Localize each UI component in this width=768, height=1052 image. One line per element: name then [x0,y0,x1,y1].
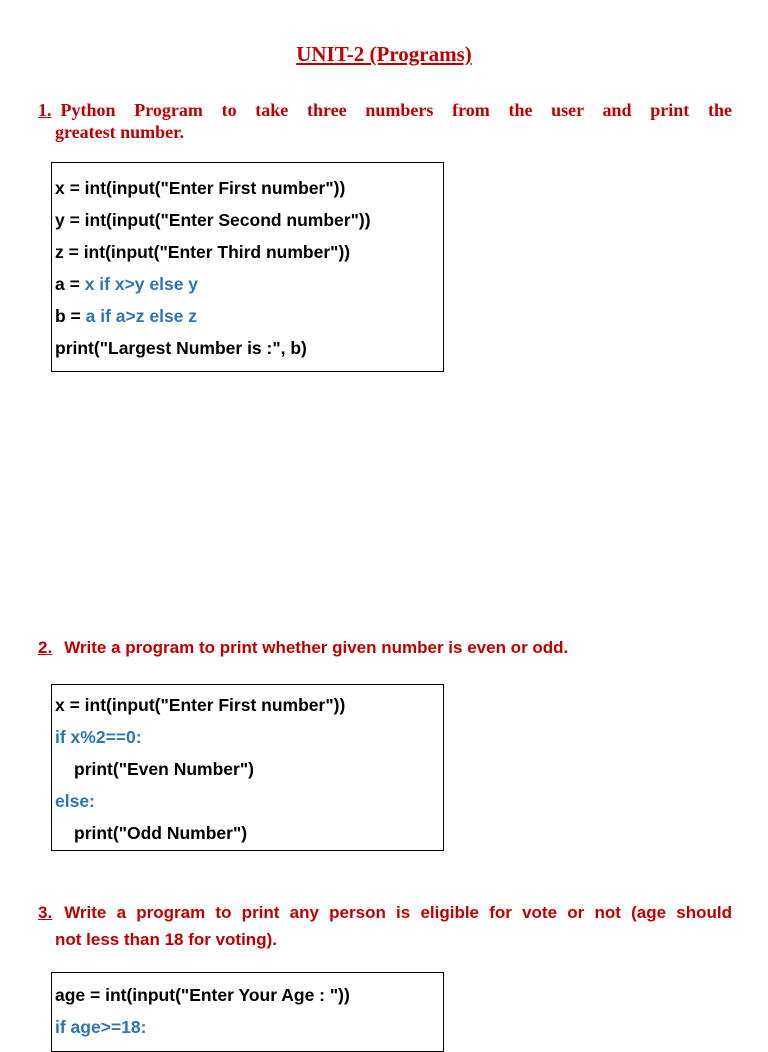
code-line [55,204,443,236]
code-text: x = int(input("Enter First number")) [55,178,346,198]
code-line [55,1011,443,1043]
code-text: print("Even Number") [74,759,254,779]
question-3-line-2: not less than 18 for voting). [55,930,277,949]
code-text: x = int(input("Enter First number")) [55,695,346,715]
question-2-line-1 [38,634,732,661]
code-line [55,172,443,204]
question-text: Python Program to take three numbers from the user and print the [60,100,732,120]
question-3-line-1 [38,899,732,926]
code-line [55,300,443,332]
code-text: age = int(input("Enter Your Age : ")) [55,985,350,1005]
question-1-line-2: greatest number. [55,122,184,142]
question-number: 1. [38,100,52,120]
code-box-1 [51,162,444,372]
code-box-2 [51,684,444,851]
code-line [55,753,443,785]
question-1-line-1 [38,99,732,121]
question-number: 2. [38,638,53,657]
code-line [55,268,443,300]
code-text: print("Odd Number") [74,823,248,843]
code-text: z = int(input("Enter Third number")) [55,242,351,262]
code-keyword: else: [55,791,95,811]
code-text: print("Largest Number is :", b) [55,338,307,358]
question-text: Write a program to print any person is eligible for vote or not (age should [64,903,732,922]
code-keyword: a if a>z else z [85,306,198,326]
code-line [55,689,443,721]
code-line [55,721,443,753]
code-line [55,785,443,817]
question-2 [38,634,732,661]
question-3 [38,899,732,953]
code-text: y = int(input("Enter Second number")) [55,210,371,230]
code-keyword: if x%2==0: [55,727,142,747]
page-title: UNIT-2 (Programs) [296,42,472,66]
question-1 [38,99,732,143]
code-text: b = [55,306,86,326]
code-line [55,332,443,364]
code-box-3 [51,972,444,1052]
code-keyword: if age>=18: [55,1017,147,1037]
question-text: Write a program to print whether given number is even or odd. [64,638,569,657]
code-keyword: x if x>y else y [84,274,199,294]
code-line [55,236,443,268]
question-number: 3. [38,903,53,922]
code-text: a = [55,274,85,294]
code-line [55,979,443,1011]
code-line [55,817,443,849]
